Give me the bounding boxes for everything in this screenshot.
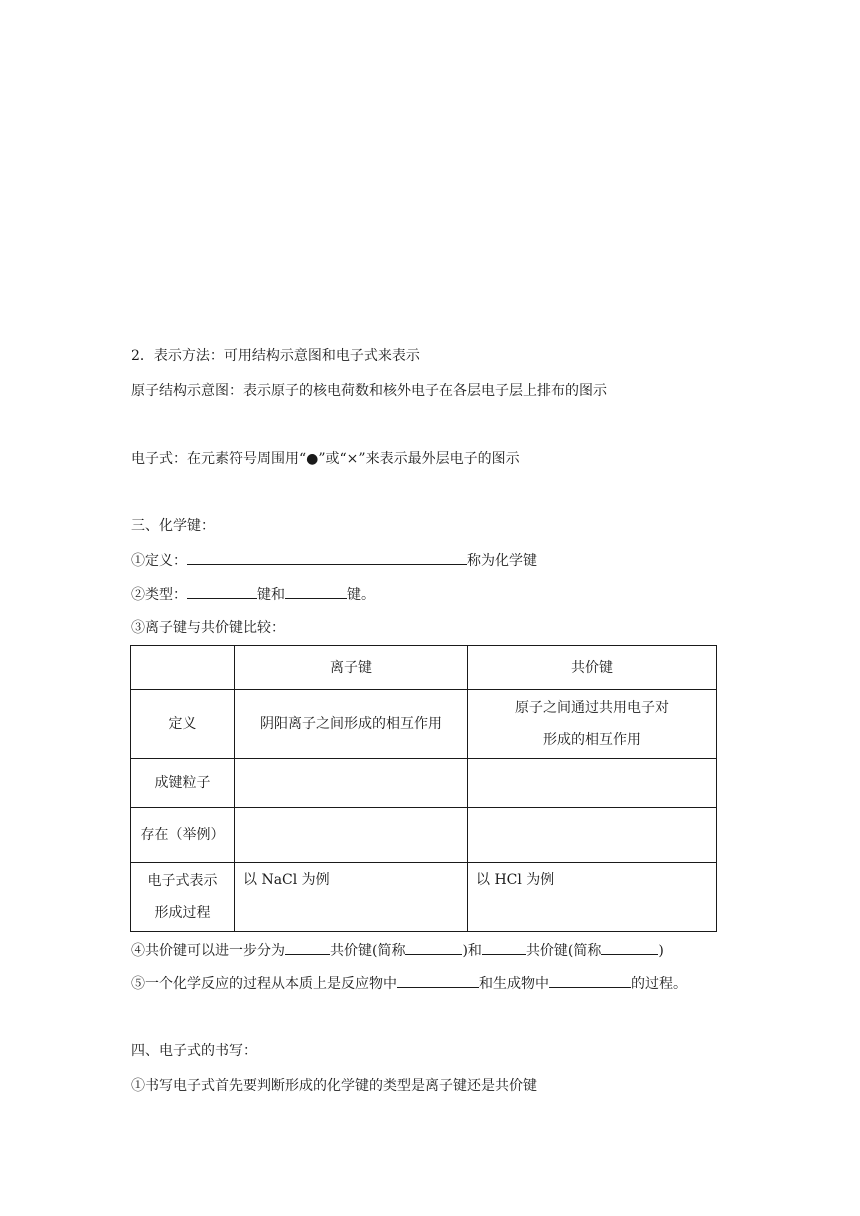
covalent-definition [468, 690, 717, 759]
comparison-table [130, 645, 717, 932]
item-4-text-d: 共价键(简称 [525, 943, 602, 959]
atomic-structure-text: 原子结构示意图：表示原子的核电荷数和核外电子在各层电子层上排布的图示 [131, 383, 607, 399]
table-corner-cell [131, 646, 235, 690]
item-5-line [131, 973, 687, 994]
item-4-text-b: 共价键(简称 [330, 943, 406, 959]
definition-blank[interactable] [187, 550, 467, 565]
table-row [131, 759, 717, 808]
row-label-formation-line-1: 电子式表示 [147, 873, 218, 889]
definition-suffix: 称为化学键 [467, 553, 537, 569]
definition-line [131, 550, 537, 571]
header-covalent: 共价键 [468, 646, 717, 690]
section-4-item-1: ①书写电子式首先要判断形成的化学键的类型是离子键还是共价键 [131, 1078, 537, 1094]
item-4-text-e: ) [658, 943, 664, 959]
item-4-blank-2[interactable] [405, 940, 462, 955]
item-5-blank-1[interactable] [397, 973, 479, 988]
electron-formula-text: 电子式：在元素符号周围用“●”或“×”来表示最外层电子的图示 [131, 451, 520, 467]
section-4-title: 四、电子式的书写： [131, 1043, 257, 1059]
item-4-text-a: ④共价键可以进一步分为 [131, 943, 285, 959]
row-label-formation-line-2: 形成过程 [154, 905, 211, 921]
table-row [131, 690, 717, 759]
item-5-text-c: 的过程。 [631, 976, 687, 992]
item-4-blank-1[interactable] [285, 940, 330, 955]
covalent-formation-cell[interactable]: 以 HCl 为例 [468, 863, 717, 932]
covalent-definition-line-1: 原子之间通过共用电子对 [515, 700, 669, 716]
table-header-row [131, 646, 717, 690]
type-blank-2[interactable] [285, 584, 347, 599]
header-ionic: 离子键 [235, 646, 468, 690]
type-blank-1[interactable] [187, 584, 257, 599]
covalent-existence-cell[interactable] [468, 808, 717, 863]
item-4-line [131, 940, 664, 961]
item-4-text-c: )和 [462, 943, 482, 959]
row-label-existence: 存在（举例） [131, 808, 235, 863]
row-label-formation [131, 863, 235, 932]
item-4-blank-4[interactable] [601, 940, 658, 955]
section-2-title: 2．表示方法：可用结构示意图和电子式来表示 [131, 348, 420, 364]
covalent-definition-line-2: 形成的相互作用 [543, 732, 641, 748]
type-mid: 键和 [257, 587, 285, 603]
row-label-definition: 定义 [131, 690, 235, 759]
item-5-blank-2[interactable] [549, 973, 631, 988]
ionic-definition: 阴阳离子之间形成的相互作用 [235, 690, 468, 759]
type-suffix: 键。 [347, 587, 375, 603]
ionic-particle-cell[interactable] [235, 759, 468, 808]
type-line [131, 584, 375, 605]
section-3-title: 三、化学键： [131, 518, 215, 534]
item-5-text-b: 和生成物中 [479, 976, 549, 992]
row-label-particle: 成键粒子 [131, 759, 235, 808]
type-prefix: ②类型： [131, 587, 187, 603]
definition-prefix: ①定义： [131, 553, 187, 569]
item-5-text-a: ⑤一个化学反应的过程从本质上是反应物中 [131, 976, 397, 992]
table-row [131, 808, 717, 863]
table-row [131, 863, 717, 932]
ionic-existence-cell[interactable] [235, 808, 468, 863]
item-4-blank-3[interactable] [482, 940, 526, 955]
covalent-particle-cell[interactable] [468, 759, 717, 808]
compare-heading: ③离子键与共价键比较： [131, 620, 285, 636]
ionic-formation-cell[interactable]: 以 NaCl 为例 [235, 863, 468, 932]
